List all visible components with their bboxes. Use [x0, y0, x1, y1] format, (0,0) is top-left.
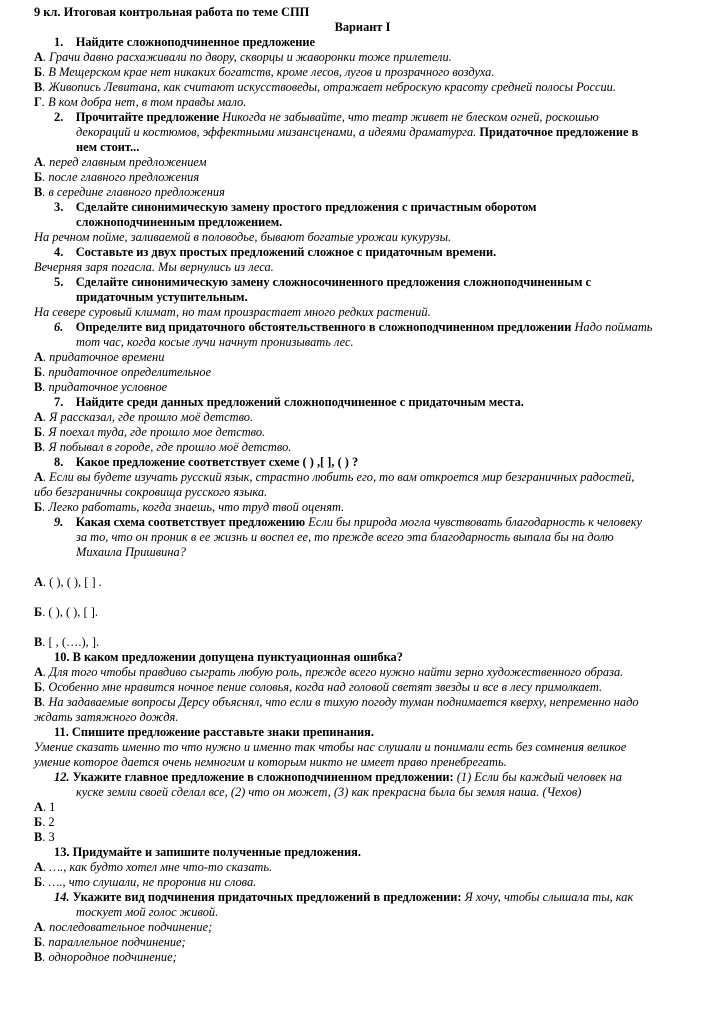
option-letter: В — [34, 830, 43, 844]
option-text: . после главного предложения — [42, 170, 200, 184]
question-sentence: тот час, когда косые лучи начнут пронизывать лес. — [76, 335, 354, 349]
option-q13-a[interactable] — [34, 860, 272, 875]
variant-heading: Вариант I — [334, 20, 391, 34]
option-q14-b[interactable] — [34, 935, 186, 950]
question-number: 9. — [54, 515, 64, 529]
question-9 — [54, 515, 642, 530]
option-text: . Я побывал в городе, где прошло моё детство. — [42, 440, 292, 454]
question-sentence: декораций и костюмов, эффектными мизансценами, а идеями драматурга. — [76, 125, 477, 139]
option-text: . В Мещерском крае нет никаких богатств, кроме лесов, лугов и прозрачного воздуха. — [42, 65, 495, 79]
option-letter: Г — [34, 95, 42, 109]
option-text: . Я поехал туда, где прошло мое детство. — [42, 425, 266, 439]
question-text: придаточным уступительным. — [76, 290, 248, 304]
question-sentence: Никогда не забывайте, что театр живет не блеском огней, роскошью — [222, 110, 599, 124]
question-number: 12. — [54, 770, 70, 784]
option-text: . 3 — [42, 830, 55, 844]
option-q7-a[interactable] — [34, 410, 253, 425]
option-letter: Б — [34, 65, 43, 79]
option-letter: В — [34, 695, 43, 709]
question-text: Определите вид придаточного обстоятельственного в сложноподчиненном предложении — [75, 320, 572, 334]
question-number: 7. — [54, 395, 64, 409]
question-text: Какое предложение соответствует схеме ( ) ,[ ], ( ) ? — [75, 455, 359, 469]
question-text: Найдите среди данных предложений сложноподчиненное с придаточным места. — [75, 395, 524, 409]
option-text: . …., что слушали, не проронив ни слова. — [42, 875, 257, 889]
option-letter: А — [34, 860, 43, 874]
question-14 — [54, 890, 633, 905]
question-sentence: тоскует мой голос живой. — [76, 905, 219, 919]
option-text: . Легко работать, когда знаешь, что труд твой оценят. — [42, 500, 345, 514]
exercise-sentence: Умение сказать именно то что нужно и именно так чтобы нас слушали и понимали есть без сомнения великое — [34, 740, 627, 754]
question-2-line-2 — [76, 125, 638, 140]
option-letter: В — [34, 80, 43, 94]
option-letter: В — [34, 185, 43, 199]
option-text: . На задаваемые вопросы Дерсу объяснял, что если в тихую погоду туман поднимается кверху, непременно надо — [42, 695, 639, 709]
example-sentence: Вечерняя заря погасла. Мы вернулись из леса. — [34, 260, 274, 274]
question-sentence: Я хочу, чтобы слышала ты, как — [464, 890, 634, 904]
option-q10-a[interactable] — [34, 665, 623, 680]
option-letter: Б — [34, 170, 43, 184]
option-letter: Б — [34, 605, 43, 619]
option-q9-a[interactable] — [34, 575, 102, 590]
option-letter: А — [34, 665, 43, 679]
option-letter: А — [34, 410, 43, 424]
option-text: . Я рассказал, где прошло моё детство. — [42, 410, 254, 424]
option-text: . 2 — [42, 815, 55, 829]
question-10 — [54, 650, 403, 665]
question-1 — [54, 35, 315, 50]
question-text: Придаточное предложение в — [479, 125, 639, 139]
option-q10-c[interactable] — [34, 695, 639, 710]
option-q8-a[interactable] — [34, 470, 634, 485]
question-sentence: куске земли своей сделал все, (2) что он может, (3) как прекрасна была бы земля наша. (Чехов) — [76, 785, 582, 799]
question-number: 2. — [54, 110, 64, 124]
option-q7-b[interactable] — [34, 425, 265, 440]
option-letter: Б — [34, 875, 43, 889]
option-q13-b[interactable] — [34, 875, 256, 890]
question-5 — [54, 275, 591, 290]
option-text: . в середине главного предложения — [42, 185, 225, 199]
option-text: . придаточное определительное — [42, 365, 212, 379]
question-number: 11. — [54, 725, 69, 739]
example-sentence: На речном пойме, заливаемой в половодье, бывают богатые урожаи кукурузы. — [34, 230, 452, 244]
option-text: . Грачи давно расхаживали по двору, скворцы и жаворонки тоже прилетели. — [42, 50, 452, 64]
option-text: . Живопись Левитана, как считают искусствоведы, отражает неброскую красоту средней полосы России. — [42, 80, 616, 94]
question-11 — [54, 725, 374, 740]
question-number: 10. — [54, 650, 70, 664]
option-letter: Б — [34, 500, 43, 514]
option-text-continued: ждать затяжного дождя. — [34, 710, 179, 724]
question-text: Сделайте синонимическую замену сложносочиненного предложения сложноподчиненным с — [75, 275, 592, 289]
question-number: 13. — [54, 845, 70, 859]
question-number: 5. — [54, 275, 64, 289]
option-q1-c[interactable] — [34, 80, 616, 95]
option-q6-b[interactable] — [34, 365, 211, 380]
question-sentence: Надо поймать — [574, 320, 653, 334]
option-q6-a[interactable] — [34, 350, 164, 365]
question-text: В каком предложении допущена пунктуационная ошибка? — [72, 650, 403, 664]
option-q12-c[interactable] — [34, 830, 55, 845]
example-sentence: На севере суровый климат, но там произрастает много редких растений. — [34, 305, 431, 319]
option-letter: А — [34, 920, 43, 934]
question-text: Укажите вид подчинения придаточных предложений в предложении: — [72, 890, 462, 904]
question-sentence: Михаила Пришвина? — [76, 545, 186, 559]
page-title: 9 кл. Итоговая контрольная работа по теме СПП — [34, 5, 310, 19]
question-number: 3. — [54, 200, 64, 214]
option-q12-a[interactable] — [34, 800, 55, 815]
option-text: . Если вы будете изучать русский язык, страстно любить его, то вам откроется мир безграничных радостей, — [42, 470, 635, 484]
option-letter: А — [34, 575, 43, 589]
option-letter: А — [34, 50, 43, 64]
option-letter: В — [34, 380, 43, 394]
option-text: . …., как будто хотел мне что-то сказать. — [42, 860, 273, 874]
option-text: . перед главным предложением — [42, 155, 207, 169]
option-text: . последовательное подчинение; — [42, 920, 213, 934]
question-text: Какая схема соответствует предложению — [75, 515, 306, 529]
option-q12-b[interactable] — [34, 815, 55, 830]
question-text: Укажите главное предложение в сложноподчиненном предложении: — [72, 770, 454, 784]
option-q2-b[interactable] — [34, 170, 199, 185]
option-letter: Б — [34, 935, 43, 949]
option-q2-a[interactable] — [34, 155, 207, 170]
option-letter: Б — [34, 425, 43, 439]
question-text: сложноподчиненным предложением. — [76, 215, 283, 229]
question-number: 6. — [54, 320, 64, 334]
question-text: нем стоит... — [76, 140, 140, 154]
option-letter: А — [34, 350, 43, 364]
question-text: Найдите сложноподчиненное предложение — [75, 35, 316, 49]
option-letter: В — [34, 635, 43, 649]
question-text: Сделайте синонимическую замену простого предложения с причастным оборотом — [75, 200, 537, 214]
option-q10-b[interactable] — [34, 680, 602, 695]
option-letter: А — [34, 155, 43, 169]
option-text: . придаточное условное — [42, 380, 168, 394]
question-13 — [54, 845, 361, 860]
question-text: Придумайте и запишите полученные предложения. — [72, 845, 361, 859]
option-q9-b[interactable] — [34, 605, 98, 620]
option-text: . придаточное времени — [42, 350, 165, 364]
option-text: . В ком добра нет, в том правды мало. — [41, 95, 247, 109]
option-q1-b[interactable] — [34, 65, 494, 80]
option-letter: Б — [34, 815, 43, 829]
option-q9-c[interactable] — [34, 635, 99, 650]
option-q1-a[interactable] — [34, 50, 452, 65]
option-letter: А — [34, 800, 43, 814]
option-q2-c[interactable] — [34, 185, 225, 200]
option-text: . 1 — [42, 800, 56, 814]
option-letter: Б — [34, 365, 43, 379]
question-number: 1. — [54, 35, 64, 49]
option-text: . Для того чтобы правдиво сыграть любую роль, прежде всего нужно найти зерно художественного образа. — [42, 665, 624, 679]
option-q1-d[interactable] — [34, 95, 246, 110]
question-number: 14. — [54, 890, 70, 904]
question-text: Прочитайте предложение — [75, 110, 220, 124]
option-q7-c[interactable] — [34, 440, 291, 455]
question-6 — [54, 320, 652, 335]
question-2 — [54, 110, 599, 125]
question-sentence: Если бы природа могла чувствовать благодарность к человеку — [308, 515, 643, 529]
question-3 — [54, 200, 537, 215]
question-8 — [54, 455, 358, 470]
question-12 — [54, 770, 622, 785]
question-sentence: (1) Если бы каждый человек на — [456, 770, 622, 784]
question-text: Составьте из двух простых предложений сложное с придаточным времени. — [75, 245, 497, 259]
option-letter: В — [34, 440, 43, 454]
option-text: . ( ), ( ), [ ]. — [42, 605, 98, 619]
option-q14-a[interactable] — [34, 920, 212, 935]
option-text: . ( ), ( ), [ ] . — [42, 575, 102, 589]
question-7 — [54, 395, 524, 410]
option-letter: Б — [34, 680, 43, 694]
option-q6-c[interactable] — [34, 380, 167, 395]
option-text: . однородное подчинение; — [42, 950, 177, 964]
question-number: 8. — [54, 455, 64, 469]
question-text: Спишите предложение расставьте знаки препинания. — [71, 725, 374, 739]
option-text: . параллельное подчинение; — [42, 935, 186, 949]
exercise-sentence: умение которое дается очень немногим и которым никто не имеет право пренебрегать. — [34, 755, 507, 769]
option-q14-c[interactable] — [34, 950, 177, 965]
option-letter: А — [34, 470, 43, 484]
option-q8-b[interactable] — [34, 500, 344, 515]
question-number: 4. — [54, 245, 64, 259]
option-text-continued: ибо безграничны сокровища русского языка. — [34, 485, 268, 499]
option-text: . [ , (….), ]. — [42, 635, 100, 649]
question-4 — [54, 245, 496, 260]
option-letter: В — [34, 950, 43, 964]
option-text: . Особенно мне нравится ночное пение соловья, когда над головой светят звезды и все в лесу примолкает. — [42, 680, 603, 694]
question-sentence: за то, что он проник в ее жизнь и воспел ее, то прежде всего эта благодарность выпала бы на долю — [76, 530, 614, 544]
